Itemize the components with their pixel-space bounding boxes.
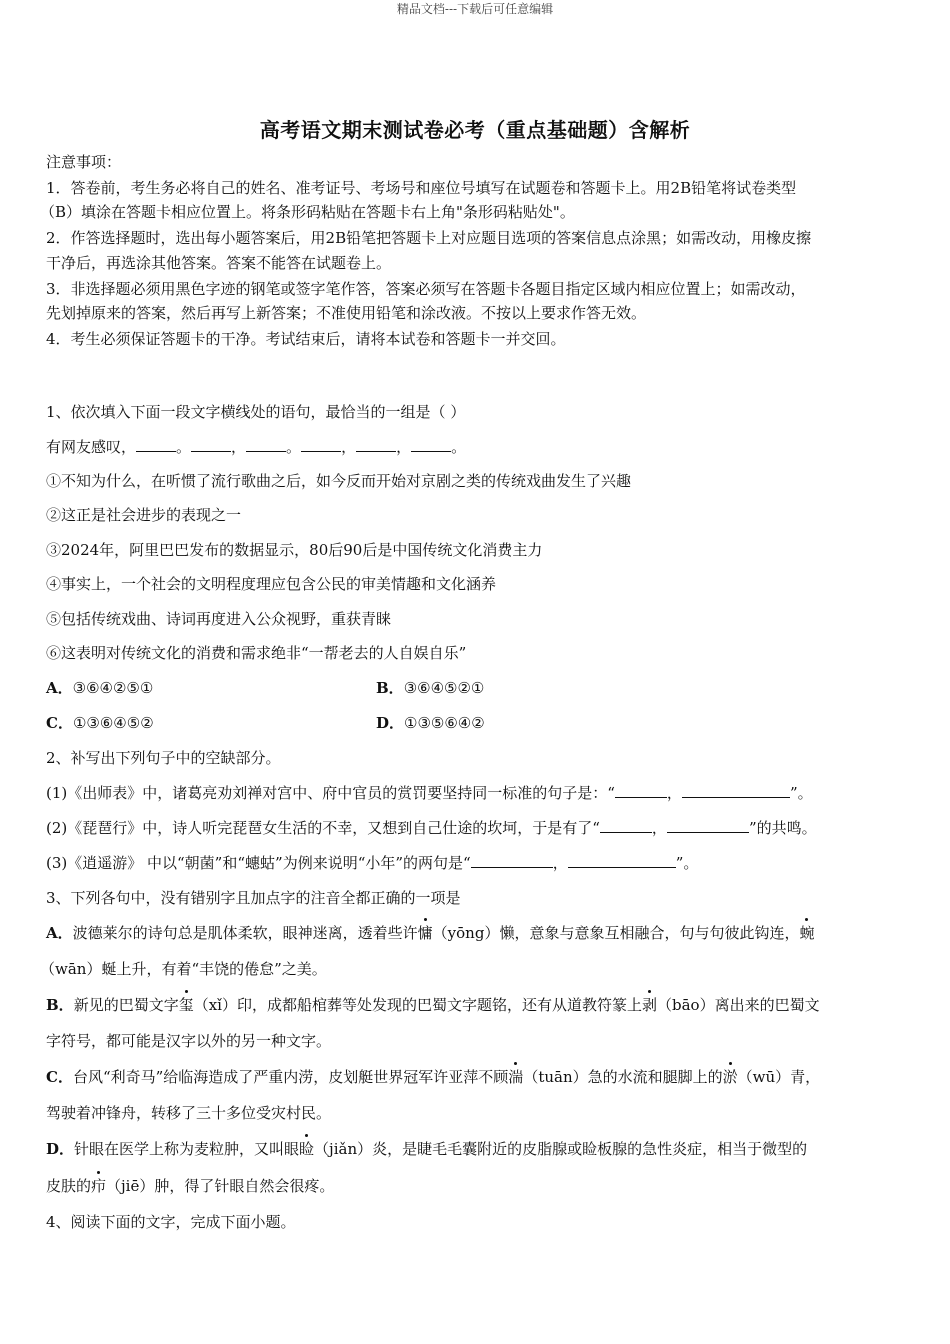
- sentence-text: ，: [552, 854, 568, 872]
- question-4-stem: 4、阅读下面的文字，完成下面小题。: [46, 1213, 296, 1231]
- header-note: 精品文档---下载后可任意编辑: [396, 2, 554, 16]
- notice-line: 先划掉原来的答案，然后再写上新答案；不准使用铅笔和涂改液。不按以上要求作答无效。: [46, 304, 647, 322]
- option-text: ①③⑤⑥④②: [404, 714, 485, 732]
- dotted-char: 剥: [641, 996, 657, 1014]
- lead-text: 有网友感叹，: [46, 438, 137, 456]
- option-text: ③⑥④②⑤①: [72, 679, 154, 697]
- option-text: 新见的巴蜀文字: [73, 996, 179, 1014]
- question-stem: 1、依次填入下面一段文字横线处的语句，最恰当的一组是（ ）: [46, 403, 466, 421]
- option-line: 字符号，都可能是汉字以外的另一种文字。: [46, 1032, 332, 1050]
- dotted-char: 慵: [417, 924, 433, 942]
- option-text: 针眼在医学上称为麦粒肿，又叫眼: [74, 1140, 300, 1158]
- sentence-text: ，: [651, 819, 667, 837]
- blank: [600, 818, 652, 833]
- option-line: [46, 1066, 820, 1088]
- option-d[interactable]: [376, 712, 485, 733]
- option-line: 驾驶着冲锋舟，转移了三十多位受灾村民。: [46, 1104, 332, 1122]
- statement-item: ⑥这表明对传统文化的消费和需求绝非“一帮老去的人自娱自乐”: [46, 644, 467, 662]
- blank: [356, 437, 396, 452]
- statement-item: ①不知为什么，在听惯了流行歌曲之后，如今反而开始对京剧之类的传统戏曲发生了兴趣: [46, 472, 632, 490]
- dotted-char: 蜿: [799, 924, 815, 942]
- option-letter: A．: [46, 679, 73, 697]
- option-letter: C．: [46, 1068, 73, 1086]
- dotted-char: 疖: [91, 1177, 107, 1195]
- blank: [615, 783, 667, 798]
- blank: [191, 437, 231, 452]
- dotted-char: 淤: [722, 1068, 738, 1086]
- fill-blank-line: [46, 852, 698, 874]
- statement-item: ④事实上，一个社会的文明程度理应包含公民的审美情趣和文化涵养: [46, 575, 497, 593]
- option-line: [46, 1138, 807, 1160]
- option-a[interactable]: [46, 677, 153, 698]
- sentence-text: (2)《琵琶行》中，诗人听完琵琶女生活的不幸，又想到自己仕途的坎坷，于是有了“: [46, 819, 600, 837]
- option-text: （xǐ）印，成都船棺葬等处发现的巴蜀文字题铭，还有从道教符篆上: [193, 996, 642, 1014]
- option-letter: B．: [46, 996, 74, 1014]
- statement-item: ③2024年，阿里巴巴发布的数据显示，80后90后是中国传统文化消费主力: [46, 541, 543, 559]
- option-text: （bāo）离出来的巴蜀文: [657, 996, 820, 1014]
- option-line: [46, 994, 820, 1016]
- blank: [301, 437, 341, 452]
- question-stem: 3、下列各句中，没有错别字且加点字的注音全都正确的一项是: [46, 889, 461, 907]
- option-line: （wān）蜒上升，有着“丰饶的倦怠”之美。: [40, 960, 327, 978]
- blank: [246, 437, 286, 452]
- option-text: （tuān）急的水流和腿脚上的: [523, 1068, 723, 1086]
- option-text: 台风“利奇马”给临海造成了严重内涝，皮划艇世界冠军许亚萍不顾: [72, 1068, 509, 1086]
- notice-heading: 注意事项：: [46, 153, 122, 171]
- sentence-text: (3)《逍遥游》 中以“朝菌”和“蟪蛄”为例来说明“小年”的两句是“: [46, 854, 471, 872]
- notice-line: （B）填涂在答题卡相应位置上。将条形码粘贴在答题卡右上角"条形码粘贴处"。: [40, 203, 575, 221]
- sentence-text: ”的共鸣。: [748, 819, 817, 837]
- page-title: 高考语文期末测试卷必考（重点基础题）含解析: [259, 118, 691, 142]
- sentence-text: ，: [666, 784, 682, 802]
- blank: [136, 437, 176, 452]
- notice-line: 4．考生必须保证答题卡的干净。考试结束后，请将本试卷和答题卡一并交回。: [46, 330, 566, 348]
- fill-blank-line: [46, 817, 817, 839]
- notice-line: 1．答卷前，考生务必将自己的姓名、准考证号、考场号和座位号填写在试题卷和答题卡上。用2B铅笔将试卷类型: [46, 179, 797, 197]
- option-text: （jiǎn）炎，是睫毛毛囊附近的皮脂腺或睑板腺的急性炎症，相当于微型的: [314, 1140, 808, 1158]
- option-letter: B．: [376, 679, 404, 697]
- dotted-char: 睑: [299, 1140, 315, 1158]
- question-stem: 2、补写出下列句子中的空缺部分。: [46, 749, 281, 767]
- option-letter: A．: [46, 924, 73, 942]
- blank: [411, 437, 451, 452]
- option-c[interactable]: [46, 712, 154, 733]
- option-line: [46, 922, 814, 944]
- option-text: ③⑥④⑤②①: [403, 679, 485, 697]
- notice-line: 3．非选择题必须用黑色字迹的钢笔或签字笔作答，答案必须写在答题卡各题目指定区域内相应位置上；如需改动，: [46, 280, 806, 298]
- option-letter: C．: [46, 714, 73, 732]
- option-text: （wū）青，: [737, 1068, 821, 1086]
- option-b[interactable]: [376, 677, 484, 698]
- option-text: 波德莱尔的诗句总是肌体柔软，眼神迷离，透着些许: [72, 924, 418, 942]
- sentence-text: ”。: [675, 854, 699, 872]
- option-letter: D．: [376, 714, 405, 732]
- blank: [682, 783, 790, 798]
- blank: [568, 853, 676, 868]
- statement-item: ⑤包括传统戏曲、诗词再度进入公众视野，重获青睐: [46, 610, 392, 628]
- option-letter: D．: [46, 1140, 75, 1158]
- option-text: （jiē）肿，得了针眼自然会很疼。: [106, 1177, 335, 1195]
- blank: [471, 853, 553, 868]
- sentence-text: ”。: [789, 784, 813, 802]
- fill-blank-line: [46, 782, 813, 804]
- option-line: [46, 1175, 334, 1197]
- dotted-char: 玺: [178, 996, 194, 1014]
- statement-item: ②这正是社会进步的表现之一: [46, 506, 242, 524]
- fill-blank-line: 有网友感叹， 。 ， 。 ， ， 。: [46, 438, 467, 456]
- notice-line: 2．作答选择题时，选出每小题答案后，用2B铅笔把答题卡上对应题目选项的答案信息点涂黑；如需改动，用橡皮擦: [46, 229, 812, 247]
- sentence-text: (1)《出师表》中，诸葛亮劝刘禅对宫中、府中官员的赏罚要坚持同一标准的句子是：“: [46, 784, 615, 802]
- dotted-char: 湍: [508, 1068, 524, 1086]
- option-text: ①③⑥④⑤②: [72, 714, 154, 732]
- blank: [667, 818, 749, 833]
- option-text: 皮肤的: [46, 1177, 92, 1195]
- option-text: （yōng）懒，意象与意象互相融合，句与句彼此钩连，: [432, 924, 800, 942]
- notice-line: 干净后，再选涂其他答案。答案不能答在试题卷上。: [46, 254, 392, 272]
